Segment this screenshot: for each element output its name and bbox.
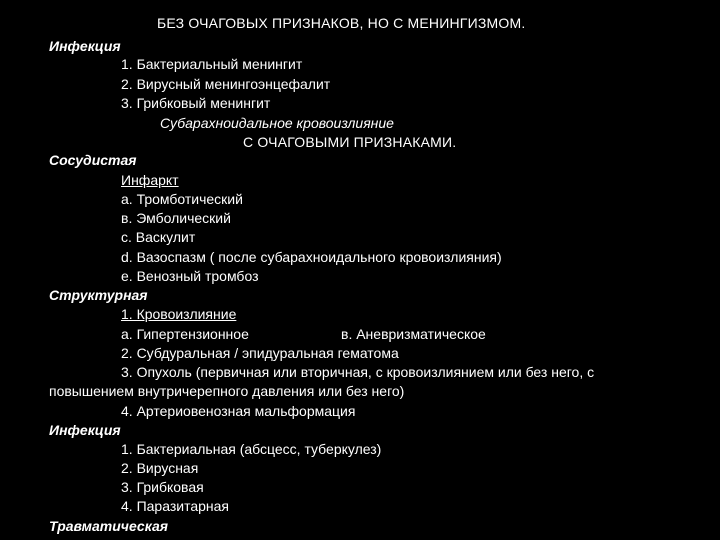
list-item-vasculitis: с. Васкулит [121, 229, 196, 245]
list-item-hypertensive: а. Гипертензионное [121, 326, 249, 342]
title-focal-signs: С ОЧАГОВЫМИ ПРИЗНАКАМИ. [243, 134, 457, 150]
list-item-bacterial-meningitis: 1. Бактериальный менингит [121, 56, 303, 72]
list-item-embolic: в. Эмболический [121, 210, 231, 226]
list-item-thrombotic: а. Тромботический [121, 191, 243, 207]
list-item-viral: 2. Вирусная [121, 460, 199, 476]
list-item-fungal-meningitis: 3. Грибковый менингит [121, 95, 271, 111]
heading-structural: Структурная [49, 287, 148, 303]
list-item-aneurysmal: в. Аневризматическое [341, 326, 486, 342]
list-item-fungal: 3. Грибковая [121, 479, 204, 495]
list-item-parasitic: 4. Паразитарная [121, 498, 229, 514]
subheading-hemorrhage: 1. Кровоизлияние [121, 306, 237, 322]
list-item-tumor-continued: повышением внутричерепного давления или без него) [49, 383, 405, 399]
heading-vascular: Сосудистая [49, 152, 137, 168]
subarachnoid-hemorrhage-label: Субарахноидальное кровоизлияние [160, 115, 394, 131]
list-item-bacterial-abscess: 1. Бактериальная (абсцесс, туберкулез) [121, 441, 382, 457]
title-no-focal-signs: БЕЗ ОЧАГОВЫХ ПРИЗНАКОВ, НО С МЕНИНГИЗМОМ. [157, 15, 526, 31]
list-item-viral-meningoencephalitis: 2. Вирусный менингоэнцефалит [121, 76, 331, 92]
list-item-venous-thrombosis: е. Венозный тромбоз [121, 268, 259, 284]
heading-infection-1: Инфекция [49, 38, 121, 54]
list-item-avm: 4. Артериовенозная мальформация [121, 403, 356, 419]
list-item-tumor: 3. Опухоль (первичная или вторичная, с кровоизлиянием или без него, с [121, 364, 595, 380]
heading-infection-2: Инфекция [49, 422, 121, 438]
heading-traumatic: Травматическая [49, 518, 168, 534]
list-item-subdural-epidural: 2. Субдуральная / эпидуральная гематома [121, 345, 399, 361]
subheading-infarct: Инфаркт [121, 172, 179, 188]
list-item-vasospasm: d. Вазоспазм ( после субарахноидального кровоизлияния) [121, 249, 502, 265]
